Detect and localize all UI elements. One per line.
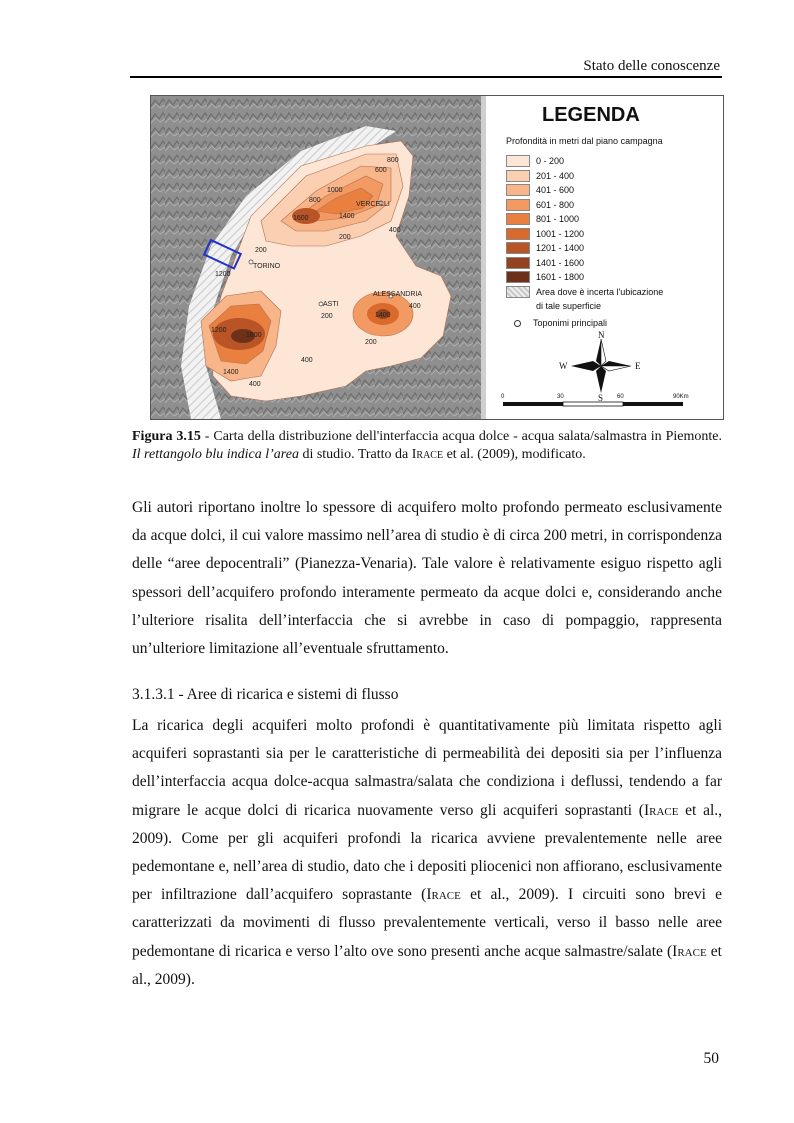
contour-label: 400 — [389, 227, 401, 234]
contour-label: 200 — [365, 339, 377, 346]
legend-swatch — [506, 199, 530, 211]
contour-label: 1200 — [215, 271, 231, 278]
paragraph-text: et al., 2009). Come per gli acquiferi profondi la ricarica avviene prevalentemente nelle aree pedemontane e, nell’area di studio, dato che i depositi pliocenici non affiorano, esclusivamente per infiltrazione dall’acquifero soprastante ( — [132, 801, 723, 904]
contour-label: 800 — [387, 157, 399, 164]
citation-author: Irace — [643, 801, 679, 819]
label-asti: ASTI — [323, 301, 339, 308]
citation-author: Irace — [672, 942, 707, 960]
legend-item — [506, 169, 663, 184]
caption-author: Irace — [411, 447, 444, 462]
legend-label: 601 - 800 — [536, 199, 575, 210]
contour-label: 1600 — [293, 215, 309, 222]
legend-item — [506, 198, 663, 213]
legend-label: 401 - 600 — [536, 185, 575, 196]
legend-label: 0 - 200 — [536, 156, 565, 167]
legend-swatch — [506, 184, 530, 196]
scale-tick: 60 — [617, 394, 624, 400]
compass-n: N — [598, 331, 605, 340]
legend-subtitle: Profondità in metri dal piano campagna — [506, 136, 663, 146]
figure-map — [150, 95, 724, 420]
legend-item — [506, 227, 663, 242]
label-alessandria: ALESSANDRIA — [373, 291, 423, 298]
legend-item-uncertain — [506, 285, 663, 300]
contour-label: 400 — [409, 303, 421, 310]
legend-label: 1001 - 1200 — [536, 228, 585, 239]
paragraph-text: La ricarica degli acquiferi molto profondi è quantitativamente più limitata rispetto agli acquiferi soprastanti sia per le caratteristiche di permeabilità dei depositi sia per l’influenza dell’interfaccia acqua dolce-acqua salmastra/salata che condiziona i deflussi, tendendo a far migrare le acque dolci di ricarica nuovamente verso gli acquiferi soprastanti ( — [132, 717, 722, 819]
running-header: Stato delle conoscenze — [583, 58, 720, 74]
legend-toponimi — [506, 318, 607, 328]
contour-label: 1400 — [375, 312, 391, 319]
toponimo-dot-icon — [514, 320, 521, 327]
legend-item — [506, 256, 663, 271]
legend-item — [506, 183, 663, 198]
citation-author: Irace — [426, 886, 461, 904]
scale-tick: 90Km — [673, 394, 689, 400]
legend-swatch — [506, 155, 530, 167]
contour-label: 200 — [339, 234, 351, 241]
paragraph-text: et al., 2009). — [132, 942, 722, 988]
caption-italic: Il rettangolo blu indica l’area — [132, 447, 299, 462]
legend-item — [506, 154, 663, 169]
legend-label: di tale superficie — [536, 301, 602, 312]
legend-item-uncertain-cont — [506, 299, 663, 314]
contour-label: 200 — [255, 247, 267, 254]
legend-label: Area dove è incerta l'ubicazione — [536, 286, 664, 297]
contour-label: 600 — [375, 167, 387, 174]
contour-label: 400 — [301, 357, 313, 364]
legend-title: LEGENDA — [542, 104, 640, 126]
legend-label: 1601 - 1800 — [536, 272, 585, 283]
contour-label: 1400 — [223, 369, 239, 376]
legend-label: 201 - 400 — [536, 170, 575, 181]
paragraph-text: et al., 2009). I circuiti sono brevi e caratterizzati da movimenti di flusso prevalentemente verticali, verso il basso nelle aree pedemontane di ricarica e verso l’alto ove sono presenti anche acque salmastre/salate ( — [132, 886, 722, 960]
section-heading: 3.1.3.1 - Aree di ricarica e sistemi di flusso — [132, 686, 399, 703]
legend-label: 801 - 1000 — [536, 214, 580, 225]
paragraph-2 — [132, 712, 722, 994]
label-torino: TORINO — [253, 263, 281, 270]
legend-label: 1401 - 1600 — [536, 257, 585, 268]
legend-panel — [481, 96, 724, 419]
legend-list — [506, 154, 663, 314]
caption-text: di studio. Tratto da — [298, 447, 412, 462]
legend-item — [506, 270, 663, 285]
scale-bar — [501, 392, 716, 414]
legend-swatch — [506, 271, 530, 283]
legend-swatch — [506, 228, 530, 240]
caption-label: Figura 3.15 — [132, 429, 201, 444]
contour-label: 1600 — [246, 332, 262, 339]
contour-label: 1200 — [211, 327, 227, 334]
header-rule — [130, 76, 722, 78]
compass-w: W — [559, 361, 568, 371]
legend-swatch — [506, 257, 530, 269]
contour-label: 1000 — [327, 187, 343, 194]
legend-swatch-hatch — [506, 286, 530, 298]
caption-text: - Carta della distribuzione dell'interfaccia acqua dolce - acqua salata/salmastra in Piemonte. — [200, 429, 722, 444]
contour-label: 1400 — [339, 213, 355, 220]
caption-text: et al. (2009), modificato. — [443, 447, 586, 462]
scale-tick: 30 — [557, 394, 564, 400]
paragraph-1: Gli autori riportano inoltre lo spessore di acquifero molto profondo permeato esclusivamente da acque dolci, il cui valore massimo nell’area di studio è di circa 200 metri, in corrispondenza delle “aree depocentrali” (Pianezza-Venaria). Tale valore è relativamente esiguo rispetto agli spessori dell’acquifero profondo interamente permeato da acque dolci e, considerando anche l’ulteriore risalita dell’interfaccia che si avrebbe in caso di pompaggio, rappresenta un’ulteriore limitazione all’eventuale sfruttamento. — [132, 499, 722, 658]
figure-caption — [132, 428, 722, 464]
legend-swatch — [506, 213, 530, 225]
contour-label: 200 — [321, 313, 333, 320]
legend-label: 1201 - 1400 — [536, 243, 585, 254]
legend-item — [506, 241, 663, 256]
label-vercelli: VERCELLI — [356, 201, 390, 208]
map-image — [151, 96, 481, 419]
compass-e: E — [635, 361, 641, 371]
legend-label: Toponimi principali — [533, 318, 608, 328]
contour-label: 400 — [249, 381, 261, 388]
page-number: 50 — [703, 1050, 719, 1067]
scale-tick: 0 — [501, 394, 505, 400]
legend-swatch — [506, 170, 530, 182]
compass-s: S — [598, 393, 604, 401]
contour-label: 800 — [309, 197, 321, 204]
north-arrow-icon — [556, 331, 646, 401]
legend-swatch — [506, 242, 530, 254]
legend-item — [506, 212, 663, 227]
